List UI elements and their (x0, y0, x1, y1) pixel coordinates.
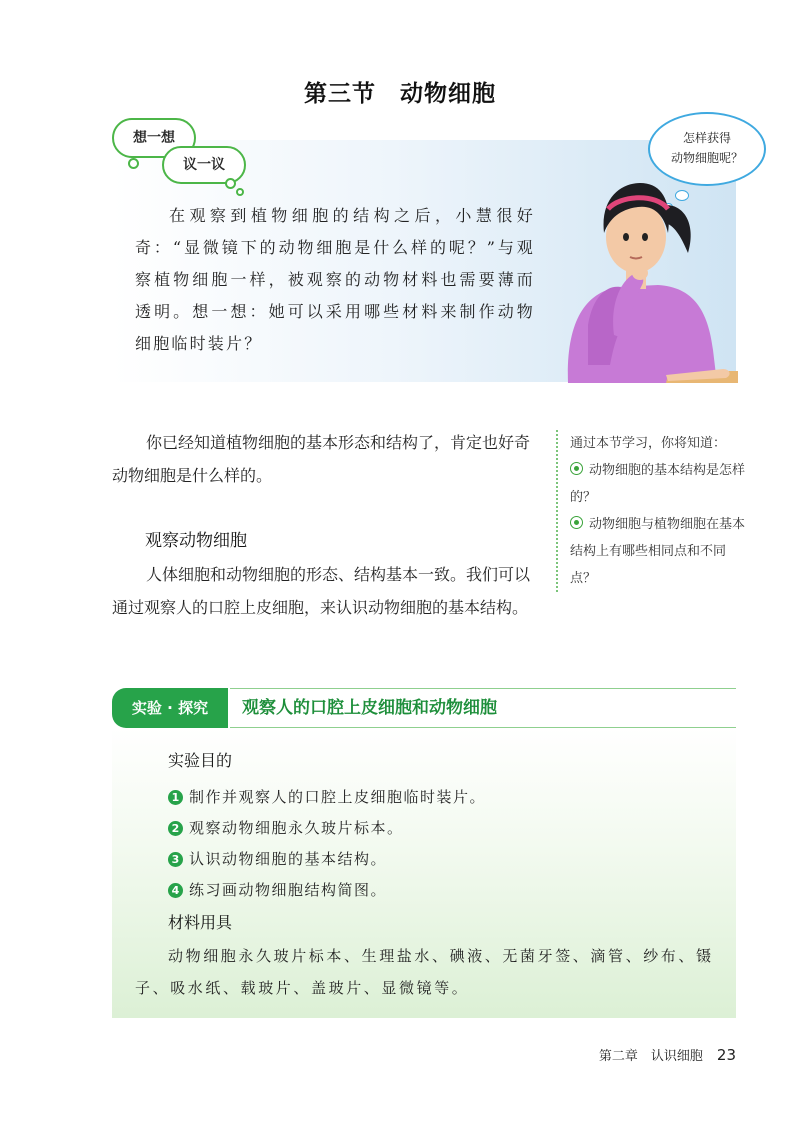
think-discuss-text: 在观察到植物细胞的结构之后，小慧很好奇：“显微镜下的动物细胞是什么样的呢？”与观察植物细胞一样，被观察的动物材料也需要薄而透明。想一想：她可以采用哪些材料来制作动物细胞临时装片？ (135, 206, 535, 353)
number-badge: 3 (168, 852, 183, 867)
purpose-heading: 实验目的 (168, 751, 233, 770)
ponytail (666, 205, 691, 253)
page-title: 第三节 动物细胞 (304, 81, 496, 107)
purpose-list (168, 782, 486, 906)
number-badge: 2 (168, 821, 183, 836)
list-item: 4 练习画动物细胞结构简图。 (168, 875, 486, 906)
materials-heading: 材料用具 (168, 913, 233, 932)
sidebar-heading: 通过本节学习，你将知道： (570, 436, 727, 451)
number-badge: 1 (168, 790, 183, 805)
intro-paragraph: 你已经知道植物细胞的基本形态和结构了，肯定也好奇动物细胞是什么样的。 (112, 433, 531, 485)
experiment-title: 观察人的口腔上皮细胞和动物细胞 (242, 698, 497, 718)
bubble-dot (128, 158, 139, 169)
number-badge: 4 (168, 883, 183, 898)
section-body: 人体细胞和动物细胞的形态、结构基本一致。我们可以通过观察人的口腔上皮细胞，来认识动物细胞的基本结构。 (112, 565, 531, 617)
list-item: 3 认识动物细胞的基本结构。 (168, 844, 486, 875)
chapter-label: 第二章 认识细胞 (598, 1049, 703, 1064)
section-heading: 观察动物细胞 (145, 531, 247, 551)
hand-on-chin (632, 266, 648, 280)
list-item: 2 观察动物细胞永久玻片标本。 (168, 813, 486, 844)
bullet-icon (570, 516, 583, 529)
bubble-dot (225, 178, 236, 189)
discuss-tag: 议一议 (162, 146, 246, 184)
experiment-header (112, 688, 736, 728)
page-footer (560, 1045, 736, 1064)
bubble-dot (236, 188, 244, 196)
sidebar-item: 动物细胞的基本结构是怎样的？ (570, 463, 746, 505)
sidebar-item: 动物细胞与植物细胞在基本结构上有哪些相同点和不同点？ (570, 517, 746, 586)
learning-goals-sidebar (556, 430, 750, 592)
think-tag: 想一想 (112, 118, 196, 158)
experiment-tag: 实验 · 探究 (112, 688, 228, 728)
girl-illustration (548, 175, 738, 383)
materials-text: 动物细胞永久玻片标本、生理盐水、碘液、无菌牙签、滴管、纱布、镊子、吸水纸、载玻片、盖玻片、显微镜等。 (135, 947, 714, 997)
list-item: 1 制作并观察人的口腔上皮细胞临时装片。 (168, 782, 486, 813)
bullet-icon (570, 462, 583, 475)
thought-text-line2: 动物细胞呢？ (670, 151, 743, 165)
page-number: 23 (716, 1046, 736, 1064)
thought-text-line1: 怎样获得 (682, 131, 731, 145)
